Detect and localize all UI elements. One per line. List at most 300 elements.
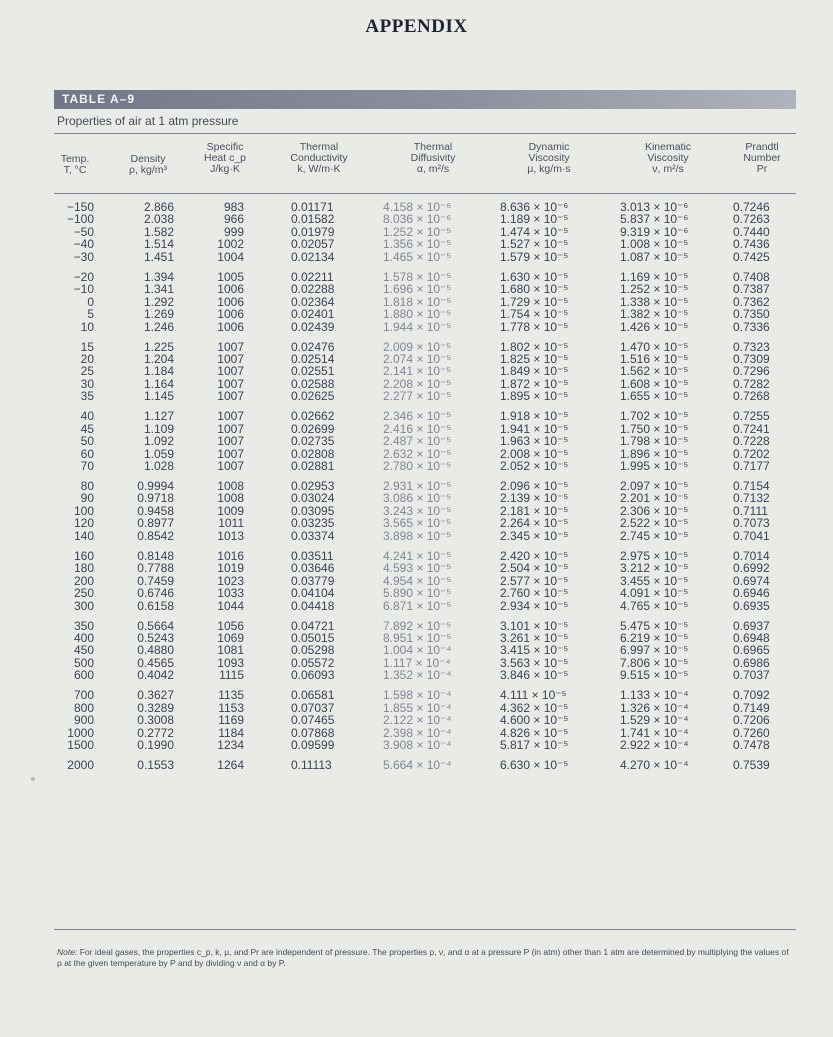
dynamic-viscosity-cell: 2.052 × 10⁻⁵ xyxy=(500,459,569,473)
prandtl-cell: 0.7425 xyxy=(733,249,770,264)
conductivity-cell: 0.04104 xyxy=(291,586,335,601)
kinematic-viscosity-cell: 1.008 × 10⁻⁵ xyxy=(620,237,689,252)
prandtl-cell: 0.7092 xyxy=(733,688,770,703)
specific-heat-cell: 1264 xyxy=(217,758,244,772)
diffusivity-cell: 3.898 × 10⁻⁵ xyxy=(383,528,452,543)
diffusivity-cell: 3.086 × 10⁻⁵ xyxy=(383,491,452,506)
temp-cell: 700 xyxy=(73,688,94,703)
conductivity-cell: 0.06093 xyxy=(291,668,335,683)
prandtl-cell: 0.6946 xyxy=(733,586,770,601)
dynamic-viscosity-cell: 1.849 × 10⁻⁵ xyxy=(500,364,569,379)
density-cell: 0.8148 xyxy=(137,548,174,563)
table-row xyxy=(0,530,833,543)
specific-heat-cell: 1135 xyxy=(218,688,244,703)
diffusivity-cell: 2.208 × 10⁻⁵ xyxy=(383,376,452,391)
density-cell: 0.9718 xyxy=(137,491,174,506)
diffusivity-cell: 2.277 × 10⁻⁵ xyxy=(383,389,452,404)
kinematic-viscosity-cell: 7.806 × 10⁻⁵ xyxy=(620,655,689,670)
prandtl-cell: 0.7436 xyxy=(733,237,770,252)
diffusivity-cell: 2.122 × 10⁻⁴ xyxy=(383,713,452,728)
dynamic-viscosity-cell: 3.846 × 10⁻⁵ xyxy=(500,668,569,683)
prandtl-cell: 0.7154 xyxy=(733,479,770,493)
density-cell: 2.866 xyxy=(143,200,174,214)
prandtl-cell: 0.7296 xyxy=(733,364,770,379)
table-row xyxy=(0,390,833,403)
kinematic-viscosity-cell: 2.522 × 10⁻⁵ xyxy=(620,516,689,531)
temp-cell: −20 xyxy=(73,269,94,284)
conductivity-cell: 0.05298 xyxy=(291,643,335,658)
dynamic-viscosity-cell: 2.934 × 10⁻⁵ xyxy=(500,598,569,613)
specific-heat-cell: 1006 xyxy=(217,319,244,334)
column-header-density: Density ρ, kg/m³ xyxy=(128,153,168,176)
density-cell: 0.3289 xyxy=(137,700,174,715)
temp-cell: 300 xyxy=(73,598,94,613)
prandtl-cell: 0.6937 xyxy=(733,618,770,633)
dynamic-viscosity-cell: 4.826 × 10⁻⁵ xyxy=(500,725,569,740)
conductivity-cell: 0.03235 xyxy=(291,516,335,531)
specific-heat-cell: 983 xyxy=(223,200,244,214)
dynamic-viscosity-cell: 1.802 × 10⁻⁵ xyxy=(500,339,569,354)
specific-heat-cell: 1023 xyxy=(217,573,244,588)
note-label: Note: xyxy=(57,947,78,957)
density-cell: 1.394 xyxy=(143,269,174,284)
page-title: APPENDIX xyxy=(365,16,468,37)
prandtl-cell: 0.7478 xyxy=(733,738,770,752)
column-header-prandtl: Prandtl Number Pr xyxy=(743,141,781,175)
prandtl-cell: 0.7037 xyxy=(733,668,770,683)
diffusivity-cell: 4.954 × 10⁻⁵ xyxy=(383,573,452,588)
dynamic-viscosity-cell: 6.630 × 10⁻⁵ xyxy=(500,758,569,772)
density-cell: 0.9994 xyxy=(137,479,174,493)
diffusivity-cell: 1.855 × 10⁻⁴ xyxy=(383,700,452,715)
specific-heat-cell: 1019 xyxy=(217,561,244,576)
specific-heat-cell: 1169 xyxy=(218,713,244,728)
temp-cell: 140 xyxy=(73,528,94,543)
kinematic-viscosity-cell: 1.516 × 10⁻⁵ xyxy=(620,351,689,366)
temp-cell: 5 xyxy=(87,307,94,322)
diffusivity-cell: 2.398 × 10⁻⁴ xyxy=(383,725,452,740)
temp-cell: 40 xyxy=(80,409,94,424)
prandtl-cell: 0.6992 xyxy=(733,561,770,576)
density-cell: 0.5664 xyxy=(137,618,174,633)
kinematic-viscosity-cell: 3.013 × 10⁻⁶ xyxy=(620,200,689,214)
kinematic-viscosity-cell: 1.087 × 10⁻⁵ xyxy=(620,249,689,264)
kinematic-viscosity-cell: 1.896 × 10⁻⁵ xyxy=(620,446,689,461)
conductivity-cell: 0.05015 xyxy=(291,631,335,645)
temp-cell: 900 xyxy=(73,713,94,728)
temp-cell: 20 xyxy=(80,351,94,366)
specific-heat-cell: 1007 xyxy=(217,446,244,461)
dynamic-viscosity-cell: 2.264 × 10⁻⁵ xyxy=(500,516,569,531)
specific-heat-cell: 1093 xyxy=(217,655,244,670)
dynamic-viscosity-cell: 1.895 × 10⁻⁵ xyxy=(500,389,569,404)
diffusivity-cell: 4.158 × 10⁻⁶ xyxy=(383,200,452,214)
density-cell: 0.1990 xyxy=(137,738,174,752)
prandtl-cell: 0.6965 xyxy=(733,643,770,658)
prandtl-cell: 0.7202 xyxy=(733,446,770,461)
dynamic-viscosity-cell: 1.778 × 10⁻⁵ xyxy=(500,319,569,334)
diffusivity-cell: 1.117 × 10⁻⁴ xyxy=(383,655,451,670)
specific-heat-cell: 1011 xyxy=(218,516,244,531)
temp-cell: 200 xyxy=(73,573,94,588)
density-cell: 1.184 xyxy=(143,364,174,379)
conductivity-cell: 0.02364 xyxy=(291,294,335,309)
conductivity-cell: 0.03024 xyxy=(291,491,335,506)
density-cell: 0.4880 xyxy=(137,643,174,658)
density-cell: 0.5243 xyxy=(137,631,174,645)
kinematic-viscosity-cell: 1.133 × 10⁻⁴ xyxy=(620,688,689,703)
temp-cell: 10 xyxy=(80,319,94,334)
temp-cell: −10 xyxy=(73,282,94,297)
specific-heat-cell: 1007 xyxy=(217,389,244,404)
specific-heat-cell: 1007 xyxy=(217,421,244,436)
table-row xyxy=(0,600,833,613)
density-cell: 0.1553 xyxy=(137,758,174,772)
kinematic-viscosity-cell: 6.997 × 10⁻⁵ xyxy=(620,643,689,658)
density-cell: 0.4042 xyxy=(137,668,174,683)
specific-heat-cell: 1044 xyxy=(217,598,244,613)
conductivity-cell: 0.01582 xyxy=(291,212,335,227)
prandtl-cell: 0.6974 xyxy=(733,573,770,588)
kinematic-viscosity-cell: 1.426 × 10⁻⁵ xyxy=(620,319,689,334)
temp-cell: 800 xyxy=(73,700,94,715)
dynamic-viscosity-cell: 1.825 × 10⁻⁵ xyxy=(500,351,569,366)
specific-heat-cell: 1008 xyxy=(217,491,244,506)
specific-heat-cell: 966 xyxy=(223,212,244,227)
prandtl-cell: 0.6986 xyxy=(733,655,770,670)
temp-cell: 2000 xyxy=(67,758,94,772)
diffusivity-cell: 1.696 × 10⁻⁵ xyxy=(383,282,452,297)
table-caption: Properties of air at 1 atm pressure xyxy=(57,114,239,128)
temp-cell: 70 xyxy=(80,459,94,473)
prandtl-cell: 0.7362 xyxy=(733,294,770,309)
specific-heat-cell: 1013 xyxy=(217,528,244,543)
diffusivity-cell: 5.890 × 10⁻⁵ xyxy=(383,586,452,601)
diffusivity-cell: 4.241 × 10⁻⁵ xyxy=(383,548,452,563)
conductivity-cell: 0.02401 xyxy=(291,307,335,322)
dynamic-viscosity-cell: 3.101 × 10⁻⁵ xyxy=(500,618,569,633)
kinematic-viscosity-cell: 1.702 × 10⁻⁵ xyxy=(620,409,689,424)
diffusivity-cell: 1.598 × 10⁻⁴ xyxy=(383,688,452,703)
conductivity-cell: 0.03374 xyxy=(291,528,335,543)
dynamic-viscosity-cell: 2.139 × 10⁻⁵ xyxy=(500,491,569,506)
density-cell: 2.038 xyxy=(143,212,174,227)
specific-heat-cell: 1006 xyxy=(217,282,244,297)
kinematic-viscosity-cell: 1.169 × 10⁻⁵ xyxy=(620,269,689,284)
kinematic-viscosity-cell: 4.091 × 10⁻⁵ xyxy=(620,586,689,601)
rule-top xyxy=(54,133,796,134)
temp-cell: 1000 xyxy=(67,725,94,740)
temp-cell: −150 xyxy=(66,200,94,214)
prandtl-cell: 0.7350 xyxy=(733,307,770,322)
kinematic-viscosity-cell: 9.319 × 10⁻⁶ xyxy=(620,224,689,239)
dynamic-viscosity-cell: 1.941 × 10⁻⁵ xyxy=(500,421,569,436)
prandtl-cell: 0.7263 xyxy=(733,212,770,227)
diffusivity-cell: 1.352 × 10⁻⁴ xyxy=(383,668,452,683)
prandtl-cell: 0.7014 xyxy=(733,548,770,563)
kinematic-viscosity-cell: 2.201 × 10⁻⁵ xyxy=(620,491,689,506)
kinematic-viscosity-cell: 3.212 × 10⁻⁵ xyxy=(620,561,689,576)
density-cell: 1.269 xyxy=(143,307,174,322)
prandtl-cell: 0.7387 xyxy=(733,282,770,297)
table-row xyxy=(0,251,833,264)
dynamic-viscosity-cell: 1.754 × 10⁻⁵ xyxy=(500,307,569,322)
diffusivity-cell: 8.036 × 10⁻⁶ xyxy=(383,212,452,227)
prandtl-cell: 0.7260 xyxy=(733,725,770,740)
specific-heat-cell: 1005 xyxy=(217,269,244,284)
dynamic-viscosity-cell: 3.261 × 10⁻⁵ xyxy=(500,631,569,645)
specific-heat-cell: 1081 xyxy=(217,643,244,658)
specific-heat-cell: 1007 xyxy=(217,364,244,379)
specific-heat-cell: 1007 xyxy=(217,351,244,366)
temp-cell: 120 xyxy=(73,516,94,531)
prandtl-cell: 0.7206 xyxy=(733,713,770,728)
prandtl-cell: 0.7440 xyxy=(733,224,770,239)
conductivity-cell: 0.02735 xyxy=(291,434,335,449)
dynamic-viscosity-cell: 4.600 × 10⁻⁵ xyxy=(500,713,569,728)
prandtl-cell: 0.7282 xyxy=(733,376,770,391)
dynamic-viscosity-cell: 8.636 × 10⁻⁶ xyxy=(500,200,569,214)
diffusivity-cell: 1.818 × 10⁻⁵ xyxy=(383,294,452,309)
diffusivity-cell: 2.487 × 10⁻⁵ xyxy=(383,434,452,449)
dynamic-viscosity-cell: 1.963 × 10⁻⁵ xyxy=(500,434,569,449)
prandtl-cell: 0.7255 xyxy=(733,409,770,424)
kinematic-viscosity-cell: 2.922 × 10⁻⁴ xyxy=(620,738,689,752)
temp-cell: 1500 xyxy=(67,738,94,752)
density-cell: 0.2772 xyxy=(137,725,174,740)
column-header-diffusivity: Thermal Diffusivity α, m²/s xyxy=(410,141,456,175)
specific-heat-cell: 1234 xyxy=(217,738,244,752)
temp-cell: 35 xyxy=(80,389,94,404)
dynamic-viscosity-cell: 1.527 × 10⁻⁵ xyxy=(500,237,569,252)
temp-cell: 400 xyxy=(73,631,94,645)
diffusivity-cell: 2.632 × 10⁻⁵ xyxy=(383,446,452,461)
kinematic-viscosity-cell: 2.306 × 10⁻⁵ xyxy=(620,503,689,518)
specific-heat-cell: 1007 xyxy=(217,434,244,449)
conductivity-cell: 0.07465 xyxy=(291,713,335,728)
dynamic-viscosity-cell: 1.680 × 10⁻⁵ xyxy=(500,282,569,297)
density-cell: 0.7788 xyxy=(137,561,174,576)
density-cell: 0.8542 xyxy=(137,528,174,543)
diffusivity-cell: 2.009 × 10⁻⁵ xyxy=(383,339,452,354)
conductivity-cell: 0.07037 xyxy=(291,700,335,715)
kinematic-viscosity-cell: 1.529 × 10⁻⁴ xyxy=(620,713,689,728)
density-cell: 0.4565 xyxy=(137,655,174,670)
dynamic-viscosity-cell: 2.760 × 10⁻⁵ xyxy=(500,586,569,601)
diffusivity-cell: 7.892 × 10⁻⁵ xyxy=(383,618,452,633)
density-cell: 0.6158 xyxy=(137,598,174,613)
conductivity-cell: 0.11113 xyxy=(291,758,332,772)
dynamic-viscosity-cell: 2.181 × 10⁻⁵ xyxy=(500,503,569,518)
column-header-conductivity: Thermal Conductivity k, W/m·K xyxy=(290,141,348,175)
prandtl-cell: 0.6935 xyxy=(733,598,770,613)
prandtl-cell: 0.7228 xyxy=(733,434,770,449)
temp-cell: −100 xyxy=(66,212,94,227)
temp-cell: 60 xyxy=(80,446,94,461)
diffusivity-cell: 2.931 × 10⁻⁵ xyxy=(383,479,452,493)
kinematic-viscosity-cell: 4.765 × 10⁻⁵ xyxy=(620,598,689,613)
diffusivity-cell: 1.880 × 10⁻⁵ xyxy=(383,307,452,322)
dynamic-viscosity-cell: 4.362 × 10⁻⁵ xyxy=(500,700,569,715)
density-cell: 1.514 xyxy=(143,237,174,252)
density-cell: 1.145 xyxy=(143,389,174,404)
conductivity-cell: 0.02439 xyxy=(291,319,335,334)
prandtl-cell: 0.6948 xyxy=(733,631,770,645)
column-header-kinematic-viscosity: Kinematic Viscosity ν, m²/s xyxy=(644,141,692,175)
rule-header xyxy=(54,193,796,194)
dynamic-viscosity-cell: 1.189 × 10⁻⁵ xyxy=(500,212,569,227)
diffusivity-cell: 2.416 × 10⁻⁵ xyxy=(383,421,452,436)
specific-heat-cell: 1007 xyxy=(217,409,244,424)
kinematic-viscosity-cell: 1.995 × 10⁻⁵ xyxy=(620,459,689,473)
specific-heat-cell: 1004 xyxy=(217,249,244,264)
dynamic-viscosity-cell: 3.563 × 10⁻⁵ xyxy=(500,655,569,670)
dynamic-viscosity-cell: 1.729 × 10⁻⁵ xyxy=(500,294,569,309)
prandtl-cell: 0.7336 xyxy=(733,319,770,334)
dynamic-viscosity-cell: 1.579 × 10⁻⁵ xyxy=(500,249,569,264)
dynamic-viscosity-cell: 3.415 × 10⁻⁵ xyxy=(500,643,569,658)
density-cell: 1.028 xyxy=(143,459,174,473)
specific-heat-cell: 1153 xyxy=(218,700,244,715)
temp-cell: 0 xyxy=(87,294,94,309)
density-cell: 1.451 xyxy=(143,249,174,264)
density-cell: 1.292 xyxy=(143,294,174,309)
diffusivity-cell: 5.664 × 10⁻⁴ xyxy=(383,758,452,772)
diffusivity-cell: 1.578 × 10⁻⁵ xyxy=(383,269,452,284)
kinematic-viscosity-cell: 1.326 × 10⁻⁴ xyxy=(620,700,689,715)
kinematic-viscosity-cell: 1.741 × 10⁻⁴ xyxy=(620,725,689,740)
temp-cell: 80 xyxy=(80,479,94,493)
dynamic-viscosity-cell: 2.096 × 10⁻⁵ xyxy=(500,479,569,493)
density-cell: 1.059 xyxy=(143,446,174,461)
conductivity-cell: 0.02057 xyxy=(291,237,335,252)
temp-cell: 45 xyxy=(80,421,94,436)
column-header-temp: Temp. T, °C xyxy=(60,153,90,176)
specific-heat-cell: 1006 xyxy=(217,307,244,322)
conductivity-cell: 0.02134 xyxy=(291,249,335,264)
density-cell: 1.341 xyxy=(143,282,174,297)
kinematic-viscosity-cell: 1.382 × 10⁻⁵ xyxy=(620,307,689,322)
prandtl-cell: 0.7132 xyxy=(733,491,770,506)
kinematic-viscosity-cell: 2.745 × 10⁻⁵ xyxy=(620,528,689,543)
density-cell: 1.127 xyxy=(143,409,174,424)
prandtl-cell: 0.7111 xyxy=(733,503,768,518)
table-row xyxy=(0,739,833,752)
kinematic-viscosity-cell: 5.837 × 10⁻⁶ xyxy=(620,212,689,227)
density-cell: 1.225 xyxy=(143,339,174,354)
conductivity-cell: 0.02699 xyxy=(291,421,335,436)
dynamic-viscosity-cell: 1.474 × 10⁻⁵ xyxy=(500,224,569,239)
density-cell: 0.6746 xyxy=(137,586,174,601)
temp-cell: −30 xyxy=(73,249,94,264)
density-cell: 1.164 xyxy=(143,376,174,391)
diffusivity-cell: 1.356 × 10⁻⁵ xyxy=(383,237,452,252)
kinematic-viscosity-cell: 6.219 × 10⁻⁵ xyxy=(620,631,689,645)
table-row xyxy=(0,460,833,473)
conductivity-cell: 0.04418 xyxy=(291,598,335,613)
prandtl-cell: 0.7241 xyxy=(733,421,770,436)
temp-cell: 30 xyxy=(80,376,94,391)
kinematic-viscosity-cell: 3.455 × 10⁻⁵ xyxy=(620,573,689,588)
density-cell: 0.8977 xyxy=(137,516,174,531)
table-banner xyxy=(54,90,796,109)
conductivity-cell: 0.02551 xyxy=(291,364,335,379)
prandtl-cell: 0.7073 xyxy=(733,516,770,531)
table-row xyxy=(0,321,833,334)
conductivity-cell: 0.02288 xyxy=(291,282,335,297)
specific-heat-cell: 1056 xyxy=(217,618,244,633)
conductivity-cell: 0.03511 xyxy=(291,548,334,563)
kinematic-viscosity-cell: 2.097 × 10⁻⁵ xyxy=(620,479,689,493)
density-cell: 0.3008 xyxy=(137,713,174,728)
temp-cell: 450 xyxy=(73,643,94,658)
kinematic-viscosity-cell: 1.338 × 10⁻⁵ xyxy=(620,294,689,309)
dynamic-viscosity-cell: 1.630 × 10⁻⁵ xyxy=(500,269,569,284)
table-note xyxy=(57,947,793,969)
diffusivity-cell: 3.243 × 10⁻⁵ xyxy=(383,503,452,518)
kinematic-viscosity-cell: 1.562 × 10⁻⁵ xyxy=(620,364,689,379)
density-cell: 1.204 xyxy=(143,351,174,366)
conductivity-cell: 0.06581 xyxy=(291,688,335,703)
temp-cell: 100 xyxy=(73,503,94,518)
diffusivity-cell: 3.908 × 10⁻⁴ xyxy=(383,738,452,752)
temp-cell: 250 xyxy=(73,586,94,601)
column-header-specific-heat: Specific Heat c_p J/kg·K xyxy=(203,141,247,175)
diffusivity-cell: 2.780 × 10⁻⁵ xyxy=(383,459,452,473)
conductivity-cell: 0.04721 xyxy=(291,618,335,633)
diffusivity-cell: 1.252 × 10⁻⁵ xyxy=(383,224,452,239)
kinematic-viscosity-cell: 9.515 × 10⁻⁵ xyxy=(620,668,689,683)
dynamic-viscosity-cell: 2.420 × 10⁻⁵ xyxy=(500,548,569,563)
diffusivity-cell: 1.944 × 10⁻⁵ xyxy=(383,319,452,334)
kinematic-viscosity-cell: 1.470 × 10⁻⁵ xyxy=(620,339,689,354)
kinematic-viscosity-cell: 1.798 × 10⁻⁵ xyxy=(620,434,689,449)
temp-cell: 90 xyxy=(80,491,94,506)
temp-cell: 500 xyxy=(73,655,94,670)
specific-heat-cell: 1007 xyxy=(217,376,244,391)
kinematic-viscosity-cell: 1.252 × 10⁻⁵ xyxy=(620,282,689,297)
dynamic-viscosity-cell: 1.918 × 10⁻⁵ xyxy=(500,409,569,424)
temp-cell: 50 xyxy=(80,434,94,449)
table-row xyxy=(0,669,833,682)
conductivity-cell: 0.02211 xyxy=(291,269,334,284)
prandtl-cell: 0.7149 xyxy=(733,700,770,715)
prandtl-cell: 0.7268 xyxy=(733,389,770,404)
diffusivity-cell: 8.951 × 10⁻⁵ xyxy=(383,631,452,645)
conductivity-cell: 0.03095 xyxy=(291,503,335,518)
conductivity-cell: 0.02476 xyxy=(291,339,335,354)
specific-heat-cell: 1006 xyxy=(217,294,244,309)
conductivity-cell: 0.09599 xyxy=(291,738,335,752)
temp-cell: 25 xyxy=(80,364,94,379)
specific-heat-cell: 1069 xyxy=(217,631,244,645)
specific-heat-cell: 1033 xyxy=(217,586,244,601)
conductivity-cell: 0.03779 xyxy=(291,573,335,588)
dynamic-viscosity-cell: 2.504 × 10⁻⁵ xyxy=(500,561,569,576)
diffusivity-cell: 1.465 × 10⁻⁵ xyxy=(383,249,452,264)
specific-heat-cell: 999 xyxy=(223,224,244,239)
specific-heat-cell: 1016 xyxy=(217,548,244,563)
dynamic-viscosity-cell: 2.345 × 10⁻⁵ xyxy=(500,528,569,543)
conductivity-cell: 0.03646 xyxy=(291,561,335,576)
density-cell: 1.109 xyxy=(143,421,174,436)
conductivity-cell: 0.02662 xyxy=(291,409,335,424)
temp-cell: 180 xyxy=(73,561,94,576)
conductivity-cell: 0.02588 xyxy=(291,376,335,391)
diffusivity-cell: 6.871 × 10⁻⁵ xyxy=(383,598,452,613)
prandtl-cell: 0.7408 xyxy=(733,269,770,284)
diffusivity-cell: 3.565 × 10⁻⁵ xyxy=(383,516,452,531)
